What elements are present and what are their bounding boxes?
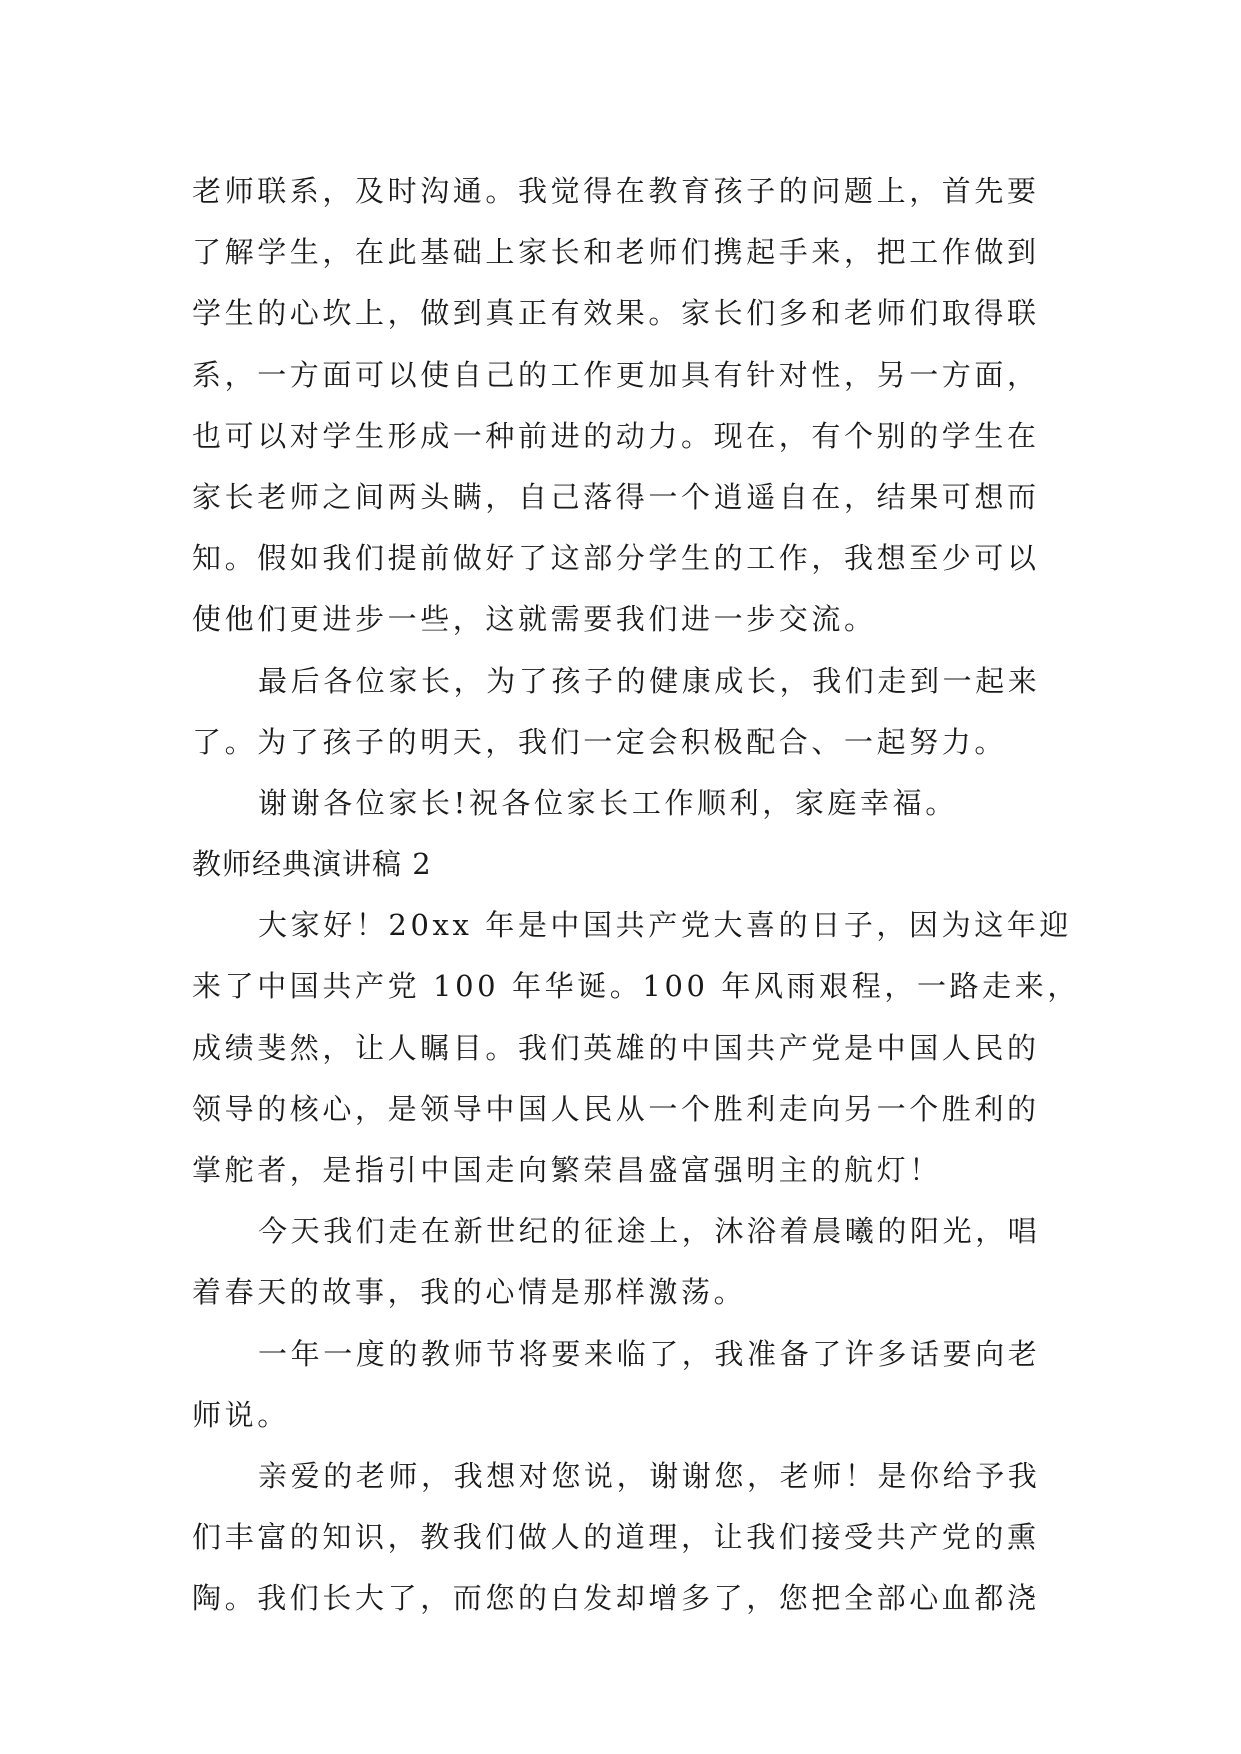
text-line: 一年一度的教师节将要来临了，我准备了许多话要向老 xyxy=(258,1336,1041,1371)
text-line: 老师联系，及时沟通。我觉得在教育孩子的问题上，首先要 xyxy=(192,174,1040,208)
text-line: 也可以对学生形成一种前进的动力。现在，有个别的学生在 xyxy=(192,418,1040,453)
text-line: 领导的核心，是领导中国人民从一个胜利走向另一个胜利的 xyxy=(192,1091,1040,1126)
text-line: 陶。我们长大了，而您的白发却增多了，您把全部心血都浇 xyxy=(192,1581,1040,1616)
text-line: 了解学生，在此基础上家长和老师们携起手来，把工作做到 xyxy=(192,235,1040,270)
text-line: 着春天的故事，我的心情是那样激荡。 xyxy=(192,1275,747,1310)
document-body xyxy=(192,161,1080,1630)
text-line: 谢谢各位家长!祝各位家长工作顺利，家庭幸福。 xyxy=(258,785,958,820)
text-line: 掌舵者，是指引中国走向繁荣昌盛富强明主的航灯！ xyxy=(192,1153,942,1187)
text-line: 系，一方面可以使自己的工作更加具有针对性，另一方面， xyxy=(192,357,1040,392)
text-line: 大家好！20xx 年是中国共产党大喜的日子，因为这年迎 xyxy=(258,908,1073,943)
text-line: 知。假如我们提前做好了这部分学生的工作，我想至少可以 xyxy=(192,541,1040,576)
text-line: 了。为了孩子的明天，我们一定会积极配合、一起努力。 xyxy=(192,724,1008,759)
text-line: 们丰富的知识，教我们做人的道理，让我们接受共产党的熏 xyxy=(192,1520,1040,1555)
text-line: 使他们更进步一些，这就需要我们进一步交流。 xyxy=(192,602,877,637)
section-heading: 教师经典演讲稿 2 xyxy=(192,847,432,882)
text-line: 师说。 xyxy=(192,1397,290,1432)
text-line: 来了中国共产党 100 年华诞。100 年风雨艰程，一路走来， xyxy=(192,969,1080,1004)
text-line: 最后各位家长，为了孩子的健康成长，我们走到一起来 xyxy=(258,663,1041,698)
text-line: 家长老师之间两头瞒，自己落得一个逍遥自在，结果可想而 xyxy=(192,479,1040,514)
text-line: 学生的心坎上，做到真正有效果。家长们多和老师们取得联 xyxy=(192,296,1040,331)
text-line: 成绩斐然，让人瞩目。我们英雄的中国共产党是中国人民的 xyxy=(192,1030,1040,1065)
text-line: 今天我们走在新世纪的征途上，沐浴着晨曦的阳光，唱 xyxy=(258,1214,1041,1249)
text-line: 亲爱的老师，我想对您说，谢谢您，老师！是你给予我 xyxy=(258,1458,1041,1493)
